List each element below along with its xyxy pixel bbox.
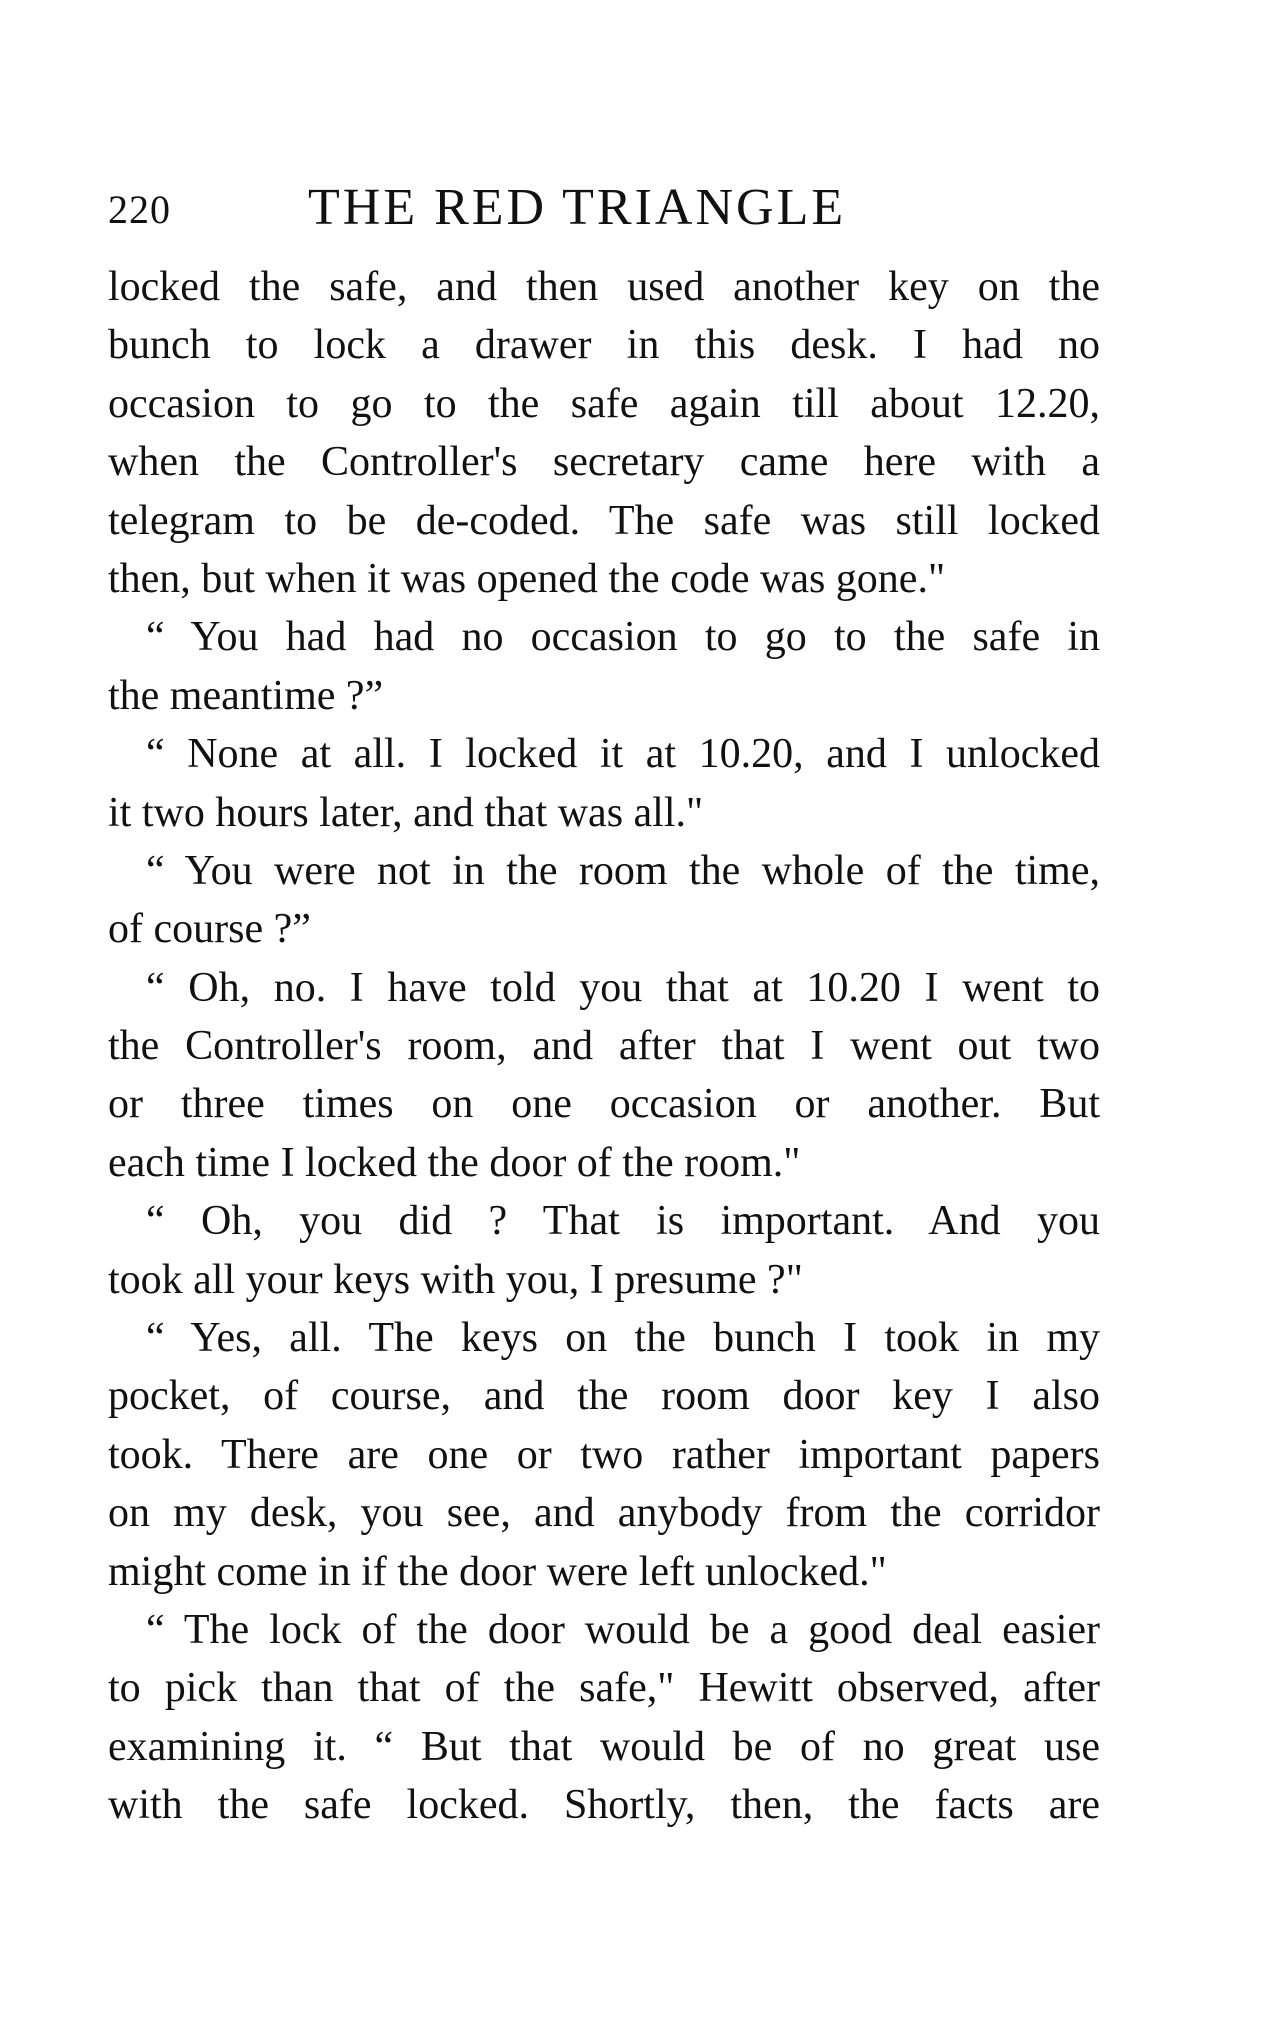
text-line: bunch to lock a drawer in this desk. I had no (108, 322, 1100, 369)
text-line: to pick than that of the safe," Hewitt observed, after (108, 1665, 1100, 1712)
text-line: locked the safe, and then used another key on the (108, 264, 1100, 310)
text-line: “ None at all. I locked it at 10.20, and I unlocked (146, 731, 1100, 778)
text-line: “ Oh, no. I have told you that at 10.20 I went to (146, 964, 1100, 1011)
text-line: when the Controller's secretary came here with a (108, 439, 1100, 486)
text-line: occasion to go to the safe again till about 12.20, (108, 380, 1100, 427)
text-line: on my desk, you see, and anybody from the corridor (108, 1490, 1100, 1537)
text-line: it two hours later, and that was all." (108, 789, 704, 836)
text-line: might come in if the door were left unlocked." (108, 1548, 887, 1595)
text-line: took all your keys with you, I presume ?" (108, 1256, 803, 1303)
running-title: THE RED TRIANGLE (308, 179, 847, 236)
text-line: “ Oh, you did ? That is important. And you (146, 1198, 1100, 1245)
text-line: then, but when it was opened the code was gone." (108, 555, 946, 602)
body-text (108, 258, 1100, 1835)
text-line: pocket, of course, and the room door key I also (108, 1373, 1100, 1420)
text-line: each time I locked the door of the room." (108, 1139, 801, 1186)
text-line: “ You were not in the room the whole of the time, (146, 847, 1100, 894)
text-line: with the safe locked. Shortly, then, the facts are (108, 1782, 1100, 1829)
page-number: 220 (108, 187, 171, 232)
text-line: of course ?” (108, 906, 311, 953)
text-line: telegram to be de-coded. The safe was still locked (108, 497, 1100, 544)
text-line: or three times on one occasion or another. But (108, 1081, 1100, 1128)
page-header (108, 178, 1108, 238)
text-line: “ Yes, all. The keys on the bunch I took in my (146, 1315, 1100, 1362)
text-line: took. There are one or two rather important papers (108, 1431, 1100, 1478)
text-line: “ The lock of the door would be a good deal easier (146, 1606, 1100, 1653)
text-line: “ You had had no occasion to go to the safe in (146, 614, 1100, 661)
text-line: the Controller's room, and after that I went out two (108, 1023, 1100, 1070)
text-line: the meantime ?” (108, 672, 384, 719)
text-line: examining it. “ But that would be of no great use (108, 1723, 1100, 1770)
